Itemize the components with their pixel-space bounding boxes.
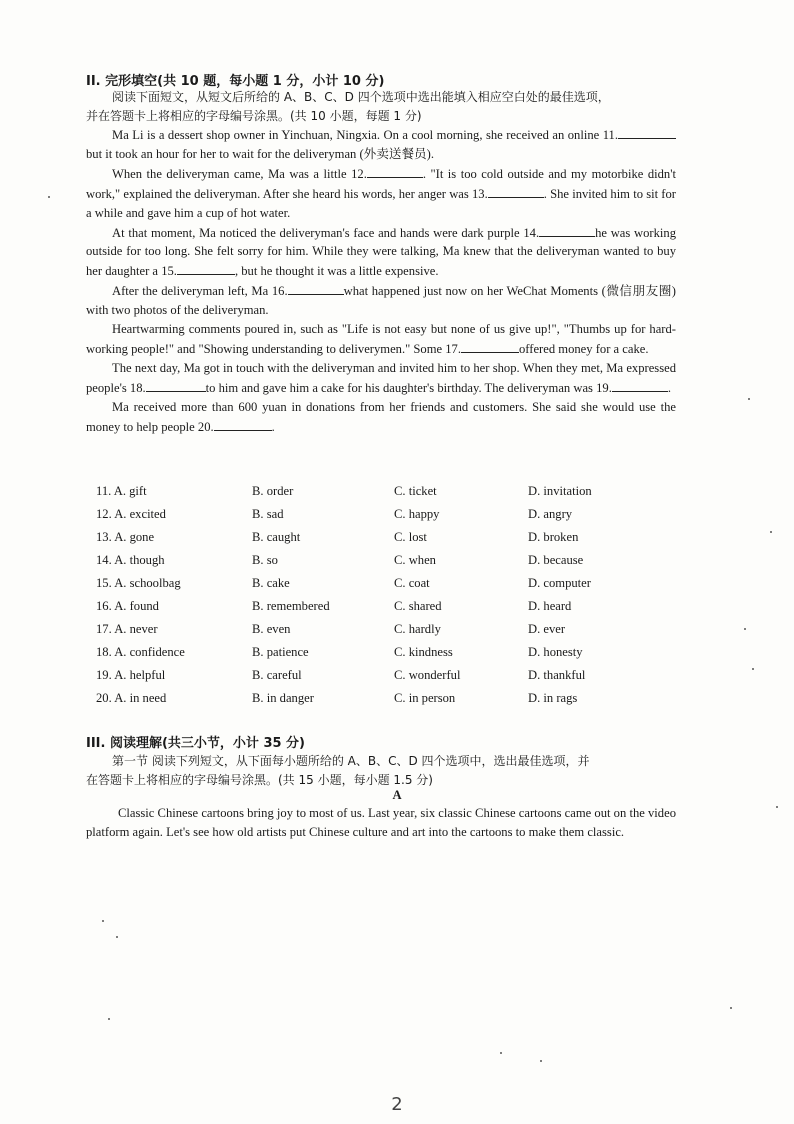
option-row-19 (96, 668, 656, 691)
option-row-12 (96, 507, 656, 530)
option-19-b: B. careful (252, 668, 302, 682)
option-13-b: B. caught (252, 530, 301, 544)
scan-speck (770, 531, 772, 533)
paragraph-1: Ma Li is a dessert shop owner in Yinchuan, Ningxia. On a cool morning, she received an online 11.but it took an hour for her to wait for the deliveryman (外卖送餐员). (86, 125, 676, 164)
scan-speck (752, 668, 754, 670)
scan-speck (108, 1018, 110, 1020)
option-16-b: B. remembered (252, 599, 330, 613)
paragraph-6: The next day, Ma got in touch with the deliveryman and invited him to her shop. When they met, Ma expressed people's 18. to him and gave him a cake for his daughter's birthday. The deliveryman was 19. . (86, 360, 676, 395)
scan-speck (102, 920, 104, 922)
option-20-d: D. in rags (528, 691, 578, 705)
section-2-title: II. 完形填空(共 10 题，每小题 1 分，小计 10 分) (86, 74, 385, 89)
option-row-18 (96, 645, 656, 668)
reading-passage-a (86, 804, 676, 842)
option-15-c: C. coat (394, 576, 430, 590)
option-16-c: C. shared (394, 599, 442, 613)
scan-speck (116, 936, 118, 938)
blank-14 (539, 223, 595, 237)
scan-speck (48, 196, 50, 198)
option-15-a: 15. A. schoolbag (96, 576, 181, 590)
option-16-d: D. heard (528, 599, 572, 613)
scan-speck (730, 1007, 732, 1009)
part-a-label: A (392, 788, 402, 802)
cloze-passage (86, 125, 676, 437)
option-12-d: D. angry (528, 507, 573, 521)
option-20-b: B. in danger (252, 691, 314, 705)
option-12-c: C. happy (394, 507, 440, 521)
section-3-instructions (86, 752, 686, 790)
option-row-13 (96, 530, 656, 553)
option-13-d: D. broken (528, 530, 579, 544)
option-15-b: B. cake (252, 576, 290, 590)
option-row-15 (96, 576, 656, 599)
paragraph-5: Heartwarming comments poured in, such as "Life is not easy but none of us give up!", "Thumbs up for hard-working people!" and "Showing understanding to deliverymen." Some 17. offered money for a cake. (86, 322, 676, 356)
scan-speck (540, 1060, 542, 1062)
option-14-c: C. when (394, 553, 436, 567)
blank-15 (177, 261, 235, 275)
option-16-a: 16. A. found (96, 599, 159, 613)
reading-paragraph-1: Classic Chinese cartoons bring joy to most of us. Last year, six classic Chinese cartoons came out on the video platform again. Let's see how old artists put Chinese culture and art into the cartoons to make them classic. (86, 806, 676, 839)
option-17-c: C. hardly (394, 622, 441, 636)
option-11-d: D. invitation (528, 484, 592, 498)
option-18-b: B. patience (252, 645, 309, 659)
blank-19 (612, 378, 668, 392)
option-14-d: D. because (528, 553, 584, 567)
blank-11 (618, 125, 676, 139)
paragraph-3: At that moment, Ma noticed the deliveryman's face and hands were dark purple 14. he was working outside for too long. She felt sorry for him. While they were talking, Ma knew that the deliveryman wanted to buy her daughter a 15. , but he thought it was a little expensive. (86, 223, 676, 282)
option-20-c: C. in person (394, 691, 456, 705)
section-3-title: III. 阅读理解(共三小节，小计 35 分) (86, 736, 306, 751)
paragraph-7: Ma received more than 600 yuan in donations from her friends and customers. She said she would use the money to help people 20. . (86, 399, 676, 434)
option-20-a: 20. A. in need (96, 691, 167, 705)
scan-speck (500, 1052, 502, 1054)
option-13-c: C. lost (394, 530, 427, 544)
option-row-20 (96, 691, 656, 714)
blank-12 (367, 164, 423, 178)
instruction-line-2: 并在答题卡上将相应的字母编号涂黑。(共 10 小题，每题 1 分) (86, 109, 422, 123)
option-row-14 (96, 553, 656, 576)
blank-16 (288, 281, 344, 295)
option-14-b: B. so (252, 553, 278, 567)
instruction-line-1: 阅读下面短文，从短文后所给的 A、B、C、D 四个选项中选出能填入相应空白处的最佳选项， (112, 90, 610, 104)
option-18-d: D. honesty (528, 645, 583, 659)
scan-speck (748, 398, 750, 400)
option-14-a: 14. A. though (96, 553, 165, 567)
option-15-d: D. computer (528, 576, 591, 590)
option-11-b: B. order (252, 484, 294, 498)
answer-options (96, 484, 656, 714)
option-row-11 (96, 484, 656, 507)
option-17-d: D. ever (528, 622, 566, 636)
section-3-instruction-line-1: 第一节 阅读下列短文，从下面每小题所给的 A、B、C、D 四个选项中，选出最佳选项，并 (112, 754, 590, 768)
option-11-c: C. ticket (394, 484, 437, 498)
blank-17 (461, 339, 519, 353)
option-17-a: 17. A. never (96, 622, 158, 636)
option-19-a: 19. A. helpful (96, 668, 166, 682)
option-12-a: 12. A. excited (96, 507, 166, 521)
blank-18 (146, 378, 206, 392)
option-11-a: 11. A. gift (96, 484, 147, 498)
page-number: 2 (391, 1094, 403, 1115)
option-row-17 (96, 622, 656, 645)
blank-20 (214, 417, 272, 431)
option-19-c: C. wonderful (394, 668, 461, 682)
option-row-16 (96, 599, 656, 622)
option-18-c: C. kindness (394, 645, 453, 659)
option-13-a: 13. A. gone (96, 530, 155, 544)
blank-13 (488, 184, 544, 198)
scan-speck (744, 628, 746, 630)
scan-speck (776, 806, 778, 808)
option-17-b: B. even (252, 622, 291, 636)
option-18-a: 18. A. confidence (96, 645, 185, 659)
option-12-b: B. sad (252, 507, 284, 521)
section-3-instruction-line-2: 在答题卡上将相应的字母编号涂黑。(共 15 小题，每小题 1.5 分) (86, 773, 433, 787)
paragraph-4: After the deliveryman left, Ma 16. what happened just now on her WeChat Moments (微信朋友圈) with two photos of the deliveryman. (86, 281, 676, 320)
option-19-d: D. thankful (528, 668, 586, 682)
paragraph-2: When the deliveryman came, Ma was a little 12. . "It is too cold outside and my motorbike didn't work," explained the deliveryman. After she heard his words, her anger was 13. . She invited him to sit for a while and gave him a cup of hot water. (86, 164, 676, 223)
section-2-instructions (86, 88, 686, 126)
